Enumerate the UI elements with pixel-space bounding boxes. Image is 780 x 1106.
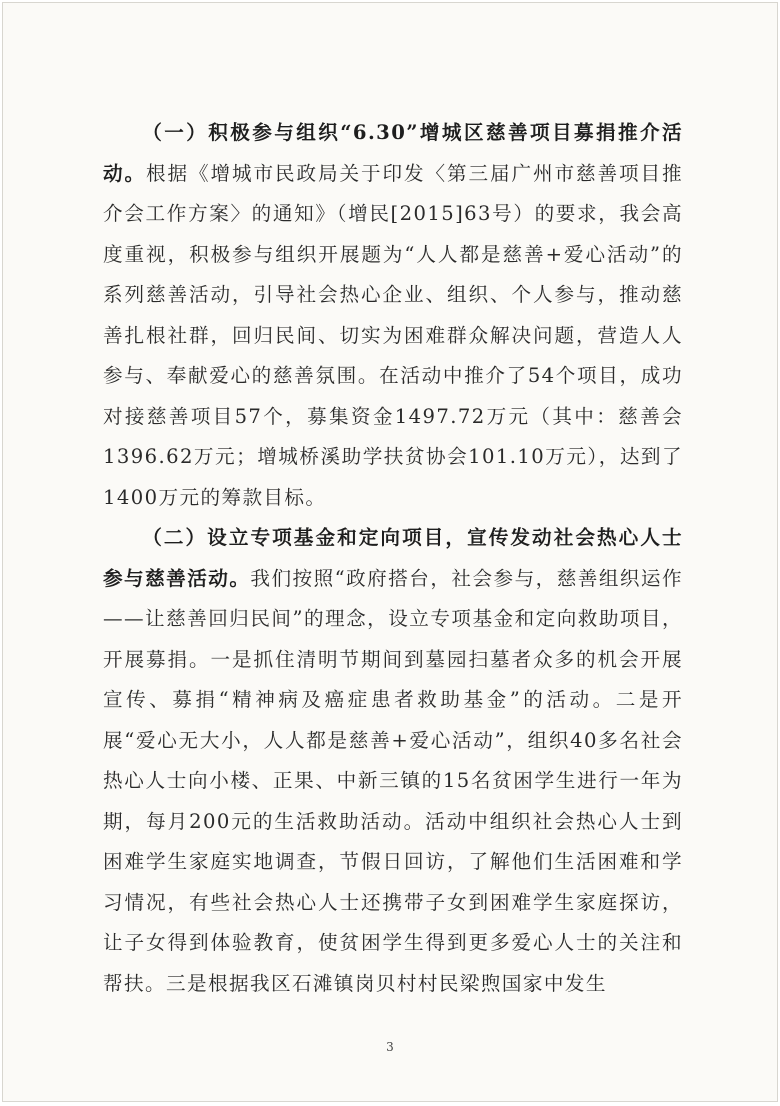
section-1-heading: （一）积极参与组织“6.30”增城区慈善项目募捐推介活动。	[103, 121, 683, 185]
document-page	[2, 2, 778, 1102]
document-body	[103, 113, 683, 1004]
section-2-body: 我们按照“政府搭台，社会参与，慈善组织运作——让慈善回归民间”的理念，设立专项基金和定向救助项目，开展募捐。一是抓住清明节期间到墓园扫墓者众多的机会开展宣传、募捐“精神病及癌症患者救助基金”的活动。二是开展“爱心无大小，人人都是慈善+爱心活动”，组织40多名社会热心人士向小楼、正果、中新三镇的15名贫困学生进行一年为期，每月200元的生活救助活动。活动中组织社会热心人士到困难学生家庭实地调查，节假日回访，了解他们生活困难和学习情况，有些社会热心人士还携带子女到困难学生家庭探访，让子女得到体验教育，使贫困学生得到更多爱心人士的关注和帮扶。三是根据我区石滩镇岗贝村村民梁煦国家中发生	[103, 566, 683, 995]
page-number: 3	[386, 1040, 394, 1054]
paragraph-section-2	[103, 518, 683, 1004]
section-2-heading: （二）设立专项基金和定向项目，宣传发动社会热心人士参与慈善活动。	[103, 526, 683, 590]
section-1-body: 根据《增城市民政局关于印发〈第三届广州市慈善项目推介会工作方案〉的通知》（增民[2015]63号）的要求，我会高度重视，积极参与组织开展题为“人人都是慈善+爱心活动”的系列慈善活动，引导社会热心企业、组织、个人参与，推动慈善扎根社群，回归民间、切实为困难群众解决问题，营造人人参与、奉献爱心的慈善氛围。在活动中推介了54个项目，成功对接慈善项目57个，募集资金1497.72万元（其中：慈善会1396.62万元；增城桥溪助学扶贫协会101.10万元），达到了1400万元的筹款目标。	[103, 161, 683, 509]
paragraph-section-1	[103, 113, 683, 518]
